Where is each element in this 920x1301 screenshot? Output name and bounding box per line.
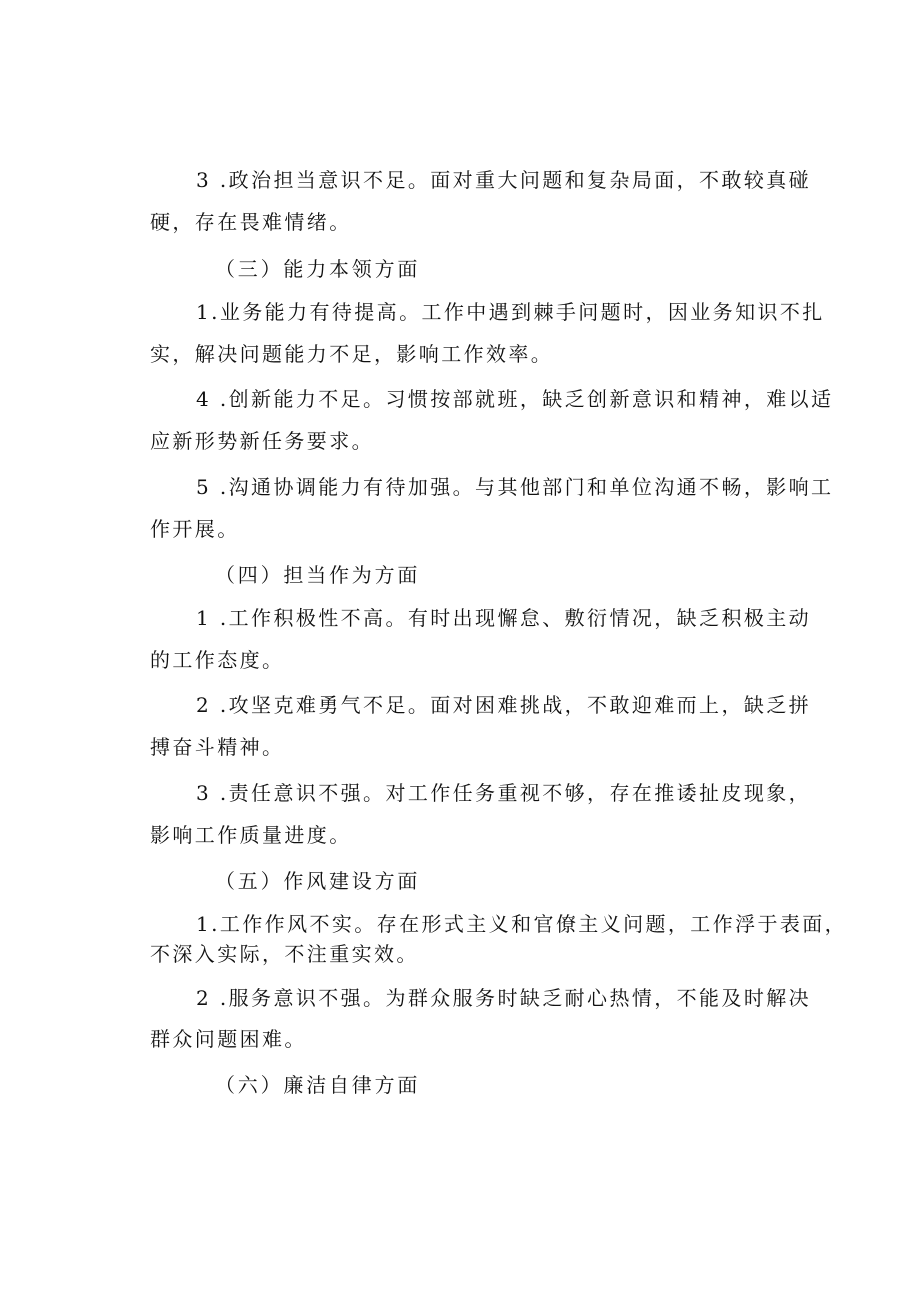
item-2-service-line-1: 2 .服务意识不强。为群众服务时缺乏耐心热情，不能及时解决 <box>196 986 812 1010</box>
item-1-enthusiasm-line-1: 1 .工作积极性不高。有时出现懈怠、敷衍情况，缺乏积极主动 <box>196 606 812 630</box>
item-2-courage-line-2: 搏奋斗精神。 <box>150 735 285 759</box>
section-5-heading: （五）作风建设方面 <box>215 869 421 893</box>
item-1-enthusiasm-line-2: 的工作态度。 <box>150 648 285 672</box>
item-3-political-line-1: 3 .政治担当意识不足。面对重大问题和复杂局面，不敢较真碰 <box>196 168 812 192</box>
item-1-business-line-2: 实，解决问题能力不足，影响工作效率。 <box>150 342 554 366</box>
item-2-service-line-2: 群众问题困难。 <box>150 1027 307 1051</box>
item-3-responsibility-line-2: 影响工作质量进度。 <box>150 823 352 847</box>
section-6-heading: （六）廉洁自律方面 <box>215 1073 421 1097</box>
item-4-innovation-line-2: 应新形势新任务要求。 <box>150 429 374 453</box>
item-1-workstyle-line-2: 不深入实际，不注重实效。 <box>150 942 419 966</box>
item-3-responsibility-line-1: 3 .责任意识不强。对工作任务重视不够，存在推诿扯皮现象， <box>196 781 812 805</box>
item-1-business-line-1: 1.业务能力有待提高。工作中遇到棘手问题时，因业务知识不扎 <box>196 300 825 324</box>
item-5-communication-line-2: 作开展。 <box>150 517 240 541</box>
section-4-heading: （四）担当作为方面 <box>215 563 421 587</box>
section-3-heading: （三）能力本领方面 <box>215 257 421 281</box>
item-2-courage-line-1: 2 .攻坚克难勇气不足。面对困难挑战，不敢迎难而上，缺乏拼 <box>196 693 812 717</box>
item-5-communication-line-1: 5 .沟通协调能力有待加强。与其他部门和单位沟通不畅，影响工 <box>196 475 834 499</box>
item-3-political-line-2: 硬，存在畏难情绪。 <box>150 210 352 234</box>
item-4-innovation-line-1: 4 .创新能力不足。习惯按部就班，缺乏创新意识和精神，难以适 <box>196 387 834 411</box>
item-1-workstyle-line-1: 1.工作作风不实。存在形式主义和官僚主义问题，工作浮于表面， <box>196 912 848 936</box>
